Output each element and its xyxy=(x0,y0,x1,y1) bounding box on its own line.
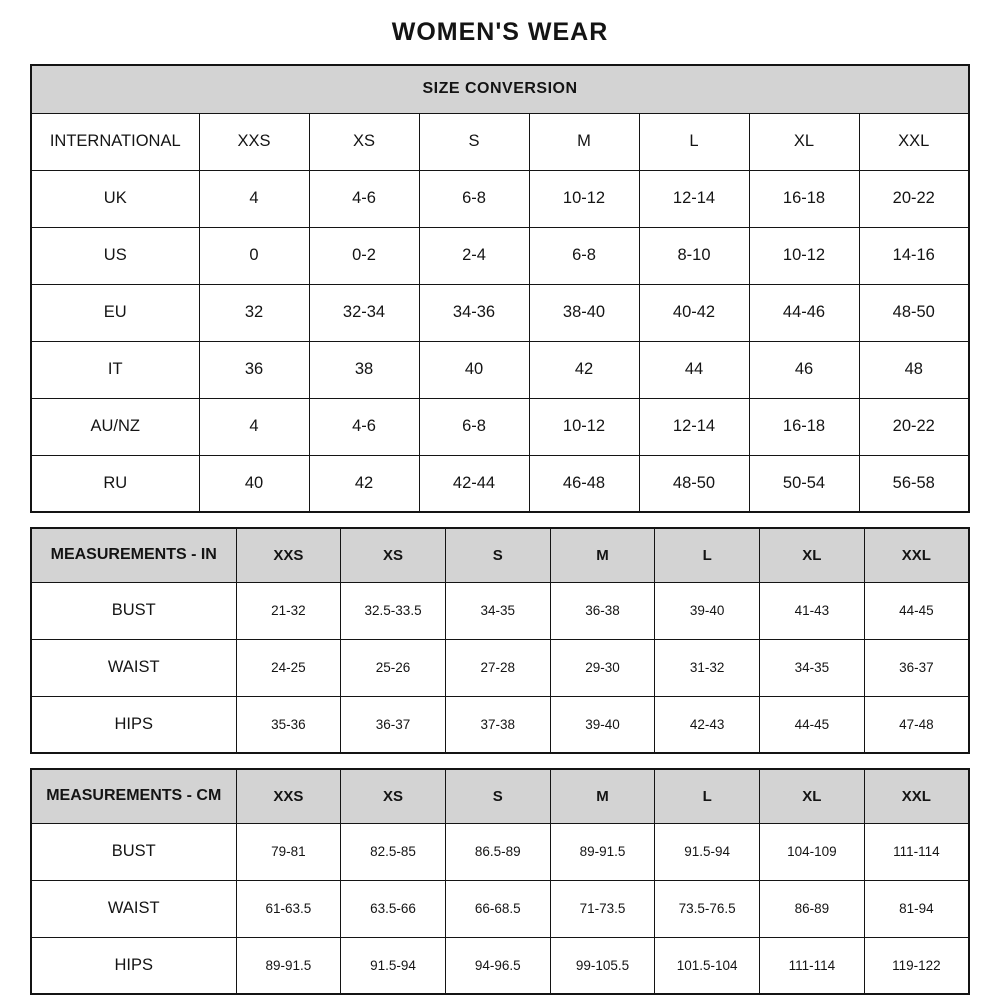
table-cell: 104-109 xyxy=(760,823,865,880)
table-cell: 0-2 xyxy=(309,227,419,284)
table-cell: 44 xyxy=(639,341,749,398)
row-label: RU xyxy=(31,455,199,512)
table-cell: 2-4 xyxy=(419,227,529,284)
table-row xyxy=(31,880,969,937)
table-cell: 48-50 xyxy=(859,284,969,341)
row-label: BUST xyxy=(31,582,236,639)
table-cell: 35-36 xyxy=(236,696,341,753)
size-header-cell: S xyxy=(445,528,550,582)
table-row xyxy=(31,937,969,994)
table-cell: 12-14 xyxy=(639,170,749,227)
table-cell: 37-38 xyxy=(445,696,550,753)
table-cell: 86-89 xyxy=(760,880,865,937)
table-cell: L xyxy=(639,113,749,170)
table-cell: 111-114 xyxy=(760,937,865,994)
table-cell: 31-32 xyxy=(655,639,760,696)
table-cell: 4-6 xyxy=(309,170,419,227)
table-cell: 32-34 xyxy=(309,284,419,341)
table-cell: 8-10 xyxy=(639,227,749,284)
row-label: UK xyxy=(31,170,199,227)
table-cell: XS xyxy=(309,113,419,170)
table-cell: 6-8 xyxy=(419,398,529,455)
table-row xyxy=(31,582,969,639)
size-header-cell: M xyxy=(550,528,655,582)
table-cell: 44-45 xyxy=(864,582,969,639)
table-row xyxy=(31,398,969,455)
table-row xyxy=(31,455,969,512)
table-cell: 86.5-89 xyxy=(445,823,550,880)
measurements-in-table xyxy=(30,527,970,754)
size-header-cell: L xyxy=(655,528,760,582)
measurements-cm-header-row xyxy=(31,769,969,823)
size-header-cell: XXS xyxy=(236,769,341,823)
table-cell: 56-58 xyxy=(859,455,969,512)
table-cell: 42 xyxy=(309,455,419,512)
table-cell: 10-12 xyxy=(529,398,639,455)
table-cell: 38-40 xyxy=(529,284,639,341)
table-cell: 32 xyxy=(199,284,309,341)
page-title: WOMEN'S WEAR xyxy=(391,18,609,46)
table-cell: 6-8 xyxy=(529,227,639,284)
table-cell: 32.5-33.5 xyxy=(341,582,446,639)
table-cell: 81-94 xyxy=(864,880,969,937)
table-cell: 10-12 xyxy=(749,227,859,284)
table-cell: 41-43 xyxy=(760,582,865,639)
table-cell: 94-96.5 xyxy=(445,937,550,994)
table-cell: S xyxy=(419,113,529,170)
size-header-cell: XXL xyxy=(864,769,969,823)
row-label: US xyxy=(31,227,199,284)
table-cell: 39-40 xyxy=(550,696,655,753)
size-header-cell: XL xyxy=(760,769,865,823)
table-row xyxy=(31,823,969,880)
table-cell: 44-46 xyxy=(749,284,859,341)
table-cell: 25-26 xyxy=(341,639,446,696)
table-cell: 27-28 xyxy=(445,639,550,696)
table-row xyxy=(31,227,969,284)
table-cell: 10-12 xyxy=(529,170,639,227)
table-cell: 12-14 xyxy=(639,398,749,455)
size-header-cell: XL xyxy=(760,528,865,582)
table-cell: 34-36 xyxy=(419,284,529,341)
table-cell: 46-48 xyxy=(529,455,639,512)
table-row xyxy=(31,284,969,341)
row-label: INTERNATIONAL xyxy=(31,113,199,170)
size-header-cell: XS xyxy=(341,769,446,823)
table-cell: 39-40 xyxy=(655,582,760,639)
table-cell: 79-81 xyxy=(236,823,341,880)
size-conversion-title: SIZE CONVERSION xyxy=(31,65,969,113)
table-cell: 111-114 xyxy=(864,823,969,880)
size-header-cell: XXL xyxy=(864,528,969,582)
table-cell: 20-22 xyxy=(859,170,969,227)
table-cell: 91.5-94 xyxy=(655,823,760,880)
table-cell: 40 xyxy=(419,341,529,398)
table-cell: 48 xyxy=(859,341,969,398)
table-cell: 40-42 xyxy=(639,284,749,341)
table-cell: 63.5-66 xyxy=(341,880,446,937)
table-cell: 101.5-104 xyxy=(655,937,760,994)
table-cell: 42-44 xyxy=(419,455,529,512)
row-label: AU/NZ xyxy=(31,398,199,455)
table-cell: 34-35 xyxy=(445,582,550,639)
table-cell: 73.5-76.5 xyxy=(655,880,760,937)
size-header-cell: XS xyxy=(341,528,446,582)
table-cell: 4-6 xyxy=(309,398,419,455)
table-cell: 91.5-94 xyxy=(341,937,446,994)
table-cell: 0 xyxy=(199,227,309,284)
size-header-cell: XXS xyxy=(236,528,341,582)
size-header-cell: M xyxy=(550,769,655,823)
table-cell: 82.5-85 xyxy=(341,823,446,880)
measurements-in-body xyxy=(31,582,969,753)
table-row xyxy=(31,639,969,696)
table-cell: 36-38 xyxy=(550,582,655,639)
table-cell: 48-50 xyxy=(639,455,749,512)
table-cell: 36-37 xyxy=(864,639,969,696)
table-row xyxy=(31,341,969,398)
row-label: HIPS xyxy=(31,937,236,994)
measurements-in-header-row xyxy=(31,528,969,582)
measurements-cm-table xyxy=(30,768,970,995)
table-cell: 71-73.5 xyxy=(550,880,655,937)
table-cell: 99-105.5 xyxy=(550,937,655,994)
table-cell: 6-8 xyxy=(419,170,529,227)
table-cell: 36-37 xyxy=(341,696,446,753)
table-row xyxy=(31,696,969,753)
row-label: BUST xyxy=(31,823,236,880)
table-cell: 119-122 xyxy=(864,937,969,994)
table-cell: 36 xyxy=(199,341,309,398)
table-cell: XXL xyxy=(859,113,969,170)
measurements-in-title: MEASUREMENTS - IN xyxy=(31,528,236,582)
size-header-cell: S xyxy=(445,769,550,823)
row-label: WAIST xyxy=(31,880,236,937)
table-cell: 46 xyxy=(749,341,859,398)
table-cell: 61-63.5 xyxy=(236,880,341,937)
table-cell: 89-91.5 xyxy=(550,823,655,880)
table-cell: 42 xyxy=(529,341,639,398)
table-cell: 34-35 xyxy=(760,639,865,696)
table-cell: 16-18 xyxy=(749,398,859,455)
row-label: HIPS xyxy=(31,696,236,753)
measurements-cm-body xyxy=(31,823,969,994)
table-cell: 44-45 xyxy=(760,696,865,753)
table-cell: M xyxy=(529,113,639,170)
size-conversion-header-row xyxy=(31,65,969,113)
table-row xyxy=(31,113,969,170)
measurements-cm-title: MEASUREMENTS - CM xyxy=(31,769,236,823)
row-label: IT xyxy=(31,341,199,398)
table-cell: 24-25 xyxy=(236,639,341,696)
table-row xyxy=(31,170,969,227)
table-cell: 66-68.5 xyxy=(445,880,550,937)
row-label: EU xyxy=(31,284,199,341)
table-cell: 4 xyxy=(199,170,309,227)
table-cell: XXS xyxy=(199,113,309,170)
table-cell: 4 xyxy=(199,398,309,455)
row-label: WAIST xyxy=(31,639,236,696)
size-conversion-body xyxy=(31,113,969,512)
table-cell: 38 xyxy=(309,341,419,398)
table-cell: XL xyxy=(749,113,859,170)
table-cell: 20-22 xyxy=(859,398,969,455)
table-cell: 40 xyxy=(199,455,309,512)
table-cell: 16-18 xyxy=(749,170,859,227)
table-cell: 14-16 xyxy=(859,227,969,284)
table-cell: 47-48 xyxy=(864,696,969,753)
table-cell: 42-43 xyxy=(655,696,760,753)
table-cell: 29-30 xyxy=(550,639,655,696)
size-conversion-table xyxy=(30,64,970,513)
size-header-cell: L xyxy=(655,769,760,823)
table-cell: 21-32 xyxy=(236,582,341,639)
table-cell: 89-91.5 xyxy=(236,937,341,994)
table-cell: 50-54 xyxy=(749,455,859,512)
